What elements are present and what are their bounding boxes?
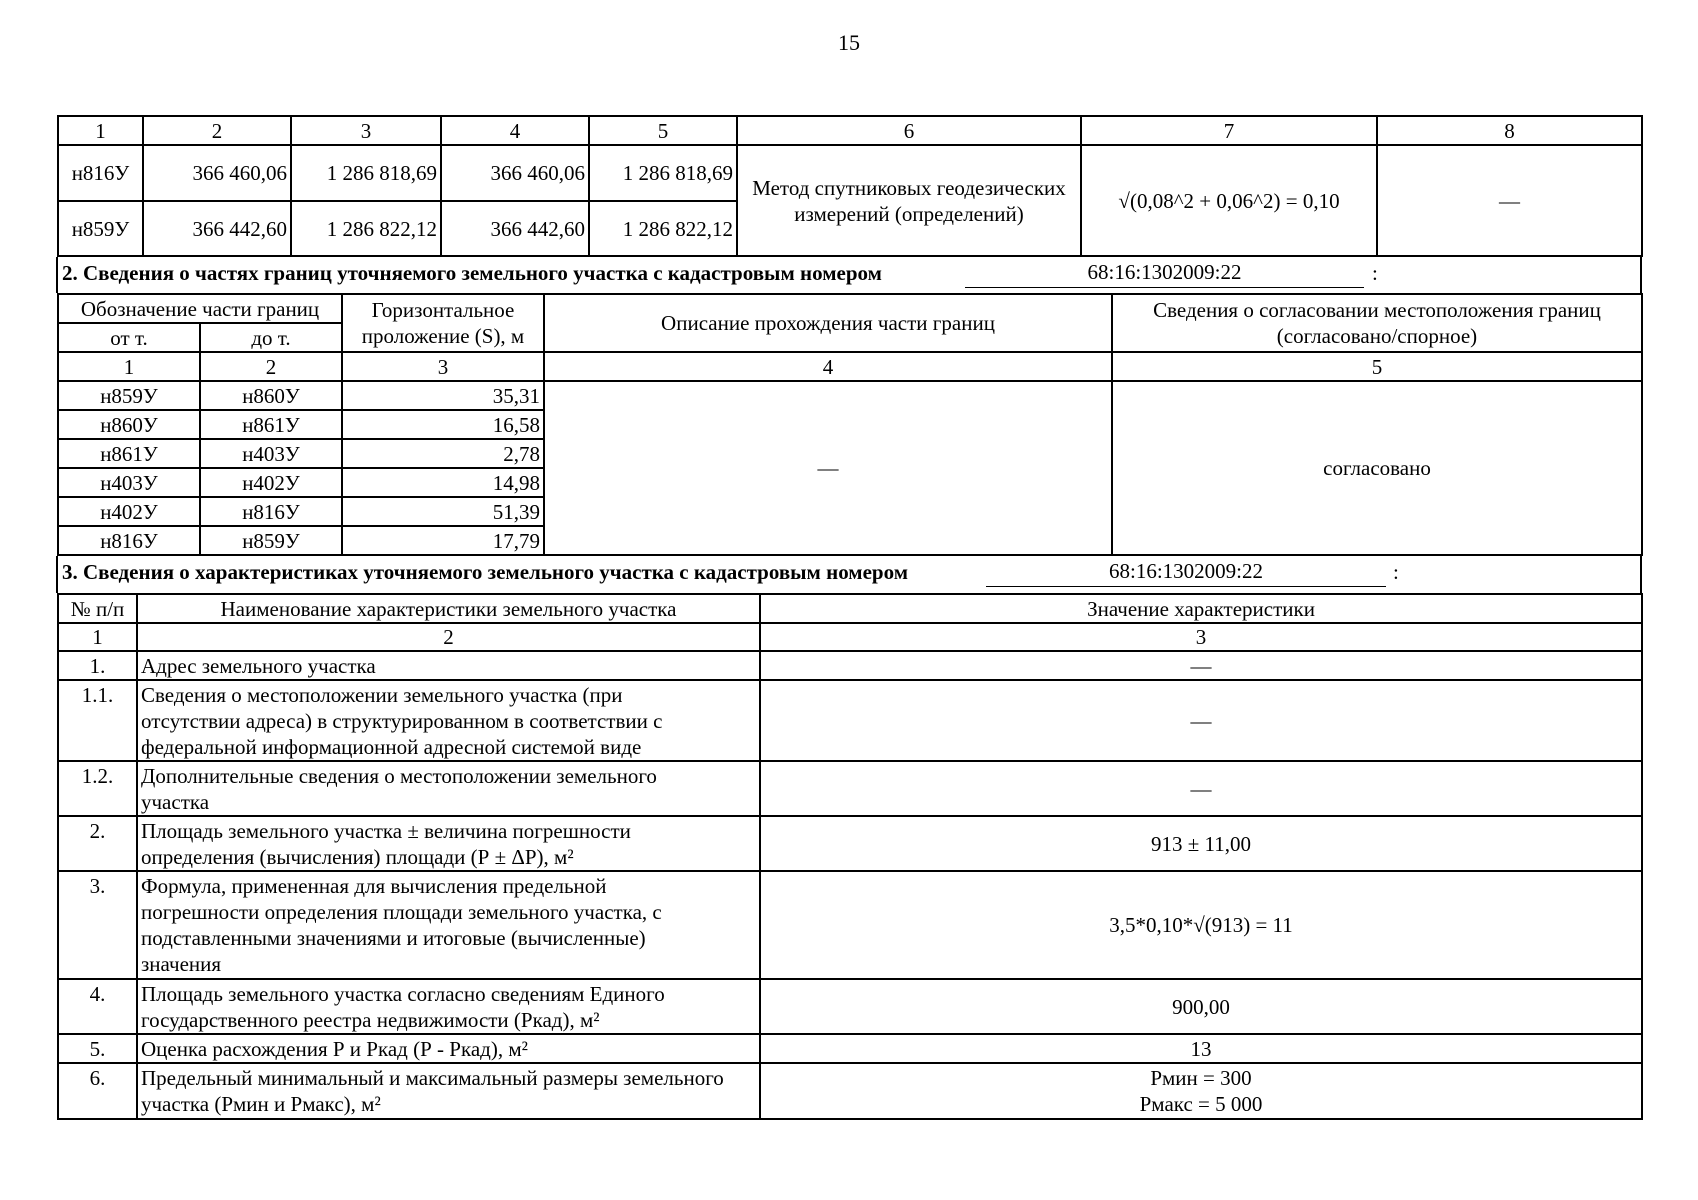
characteristic-name: Предельный минимальный и максимальный размеры земельного участка (Рмин и Рмакс), м² <box>137 1063 760 1119</box>
header-length: Горизонтальное проложение (S), м <box>342 294 544 352</box>
to-point: н859У <box>200 526 342 555</box>
y-coordinate-new: 1 286 818,69 <box>589 145 737 201</box>
column-number: 5 <box>589 116 737 145</box>
row-number: 4. <box>58 979 137 1034</box>
point-name: н859У <box>58 201 143 256</box>
characteristic-value: — <box>760 680 1642 761</box>
segment-length: 17,79 <box>342 526 544 555</box>
y-coordinate-old: 1 286 818,69 <box>291 145 441 201</box>
section2-title: 2. Сведения о частях границ уточняемого земельного участка с кадастровым номером <box>62 261 882 285</box>
to-point: н861У <box>200 410 342 439</box>
row-number: 5. <box>58 1034 137 1063</box>
column-number: 1 <box>58 623 137 651</box>
col8-value: — <box>1377 145 1642 256</box>
document-body <box>57 115 1641 1120</box>
row-number: 3. <box>58 871 137 979</box>
header-boundary-part: Обозначение части границ <box>58 294 342 323</box>
to-point: н402У <box>200 468 342 497</box>
header-row <box>58 294 1642 323</box>
column-number-row <box>58 116 1642 145</box>
x-coordinate-new: 366 460,06 <box>441 145 589 201</box>
column-number: 3 <box>291 116 441 145</box>
from-point: н860У <box>58 410 200 439</box>
column-number: 3 <box>760 623 1642 651</box>
header-value: Значение характеристики <box>760 594 1642 623</box>
table-row <box>58 871 1642 979</box>
characteristic-name: Оценка расхождения Р и Ркад (Р - Ркад), м² <box>137 1034 760 1063</box>
table-row <box>58 816 1642 871</box>
segment-length: 2,78 <box>342 439 544 468</box>
row-number: 2. <box>58 816 137 871</box>
measurement-method: Метод спутниковых геодезических измерений (определений) <box>737 145 1081 256</box>
header-agreement: Сведения о согласовании местоположения границ (согласовано/спорное) <box>1112 294 1642 352</box>
column-number: 6 <box>737 116 1081 145</box>
column-number: 7 <box>1081 116 1377 145</box>
column-number: 8 <box>1377 116 1642 145</box>
column-number-row <box>58 623 1642 651</box>
characteristic-name: Дополнительные сведения о местоположении земельного участка <box>137 761 760 816</box>
characteristic-value: 900,00 <box>760 979 1642 1034</box>
section3-title: 3. Сведения о характеристиках уточняемого земельного участка с кадастровым номером <box>62 560 909 584</box>
header-to: до т. <box>200 323 342 352</box>
segment-length: 35,31 <box>342 381 544 410</box>
characteristic-name: Формула, примененная для вычисления предельной погрешности определения площади земельного участка, с подставленными значениями и итоговые (вычисленные) значения <box>137 871 760 979</box>
y-coordinate-new: 1 286 822,12 <box>589 201 737 256</box>
column-number: 4 <box>544 352 1112 381</box>
characteristic-value: 913 ± 11,00 <box>760 816 1642 871</box>
segment-length: 51,39 <box>342 497 544 526</box>
table-row <box>58 1063 1642 1119</box>
column-number: 2 <box>137 623 760 651</box>
accuracy-formula: √(0,08^2 + 0,06^2) = 0,10 <box>1081 145 1377 256</box>
table-row <box>58 761 1642 816</box>
section2-heading <box>56 257 1642 293</box>
column-number: 5 <box>1112 352 1642 381</box>
y-coordinate-old: 1 286 822,12 <box>291 201 441 256</box>
x-coordinate-old: 366 442,60 <box>143 201 291 256</box>
column-number: 2 <box>200 352 342 381</box>
header-from: от т. <box>58 323 200 352</box>
row-number: 1.1. <box>58 680 137 761</box>
x-coordinate-old: 366 460,06 <box>143 145 291 201</box>
boundary-parts-table <box>57 293 1643 556</box>
table-row <box>58 680 1642 761</box>
agreement-value: согласовано <box>1112 381 1642 555</box>
to-point: н816У <box>200 497 342 526</box>
section3-heading <box>56 556 1642 593</box>
characteristic-name: Сведения о местоположении земельного участка (при отсутствии адреса) в структурированном в соответствии с федеральной информационной адресной системой виде <box>137 680 760 761</box>
column-number-row <box>58 352 1642 381</box>
description-value: — <box>544 381 1112 555</box>
header-num: № п/п <box>58 594 137 623</box>
table-row <box>58 979 1642 1034</box>
column-number: 4 <box>441 116 589 145</box>
characteristic-value: 3,5*0,10*√(913) = 11 <box>760 871 1642 979</box>
header-row <box>58 594 1642 623</box>
header-description: Описание прохождения части границ <box>544 294 1112 352</box>
table-row <box>58 381 1642 410</box>
to-point: н860У <box>200 381 342 410</box>
row-number: 1. <box>58 651 137 680</box>
from-point: н861У <box>58 439 200 468</box>
column-number: 1 <box>58 116 143 145</box>
column-number: 2 <box>143 116 291 145</box>
characteristic-value: — <box>760 651 1642 680</box>
characteristic-name: Площадь земельного участка согласно сведениям Единого государственного реестра недвижимости (Ркад), м² <box>137 979 760 1034</box>
page-number: 15 <box>838 30 860 55</box>
table-row <box>58 1034 1642 1063</box>
characteristic-value: Рмин = 300 Рмакс = 5 000 <box>760 1063 1642 1119</box>
from-point: н816У <box>58 526 200 555</box>
table-row <box>58 651 1642 680</box>
column-number: 3 <box>342 352 544 381</box>
section2-cadastral-number: 68:16:1302009:22 <box>965 259 1364 288</box>
point-name: н816У <box>58 145 143 201</box>
segment-length: 16,58 <box>342 410 544 439</box>
section3-cadastral-number: 68:16:1302009:22 <box>986 558 1386 587</box>
characteristics-table <box>57 593 1643 1120</box>
segment-length: 14,98 <box>342 468 544 497</box>
characteristic-name: Адрес земельного участка <box>137 651 760 680</box>
row-number: 6. <box>58 1063 137 1119</box>
table-row <box>58 145 1642 201</box>
from-point: н403У <box>58 468 200 497</box>
to-point: н403У <box>200 439 342 468</box>
row-number: 1.2. <box>58 761 137 816</box>
characteristic-name: Площадь земельного участка ± величина погрешности определения (вычисления) площади (Р ± ΔР), м² <box>137 816 760 871</box>
coordinates-table <box>57 115 1643 257</box>
from-point: н859У <box>58 381 200 410</box>
characteristic-value: 13 <box>760 1034 1642 1063</box>
characteristic-value: — <box>760 761 1642 816</box>
x-coordinate-new: 366 442,60 <box>441 201 589 256</box>
section3-colon: : <box>1393 560 1399 584</box>
section2-colon: : <box>1372 261 1378 285</box>
column-number: 1 <box>58 352 200 381</box>
from-point: н402У <box>58 497 200 526</box>
header-name: Наименование характеристики земельного участка <box>137 594 760 623</box>
